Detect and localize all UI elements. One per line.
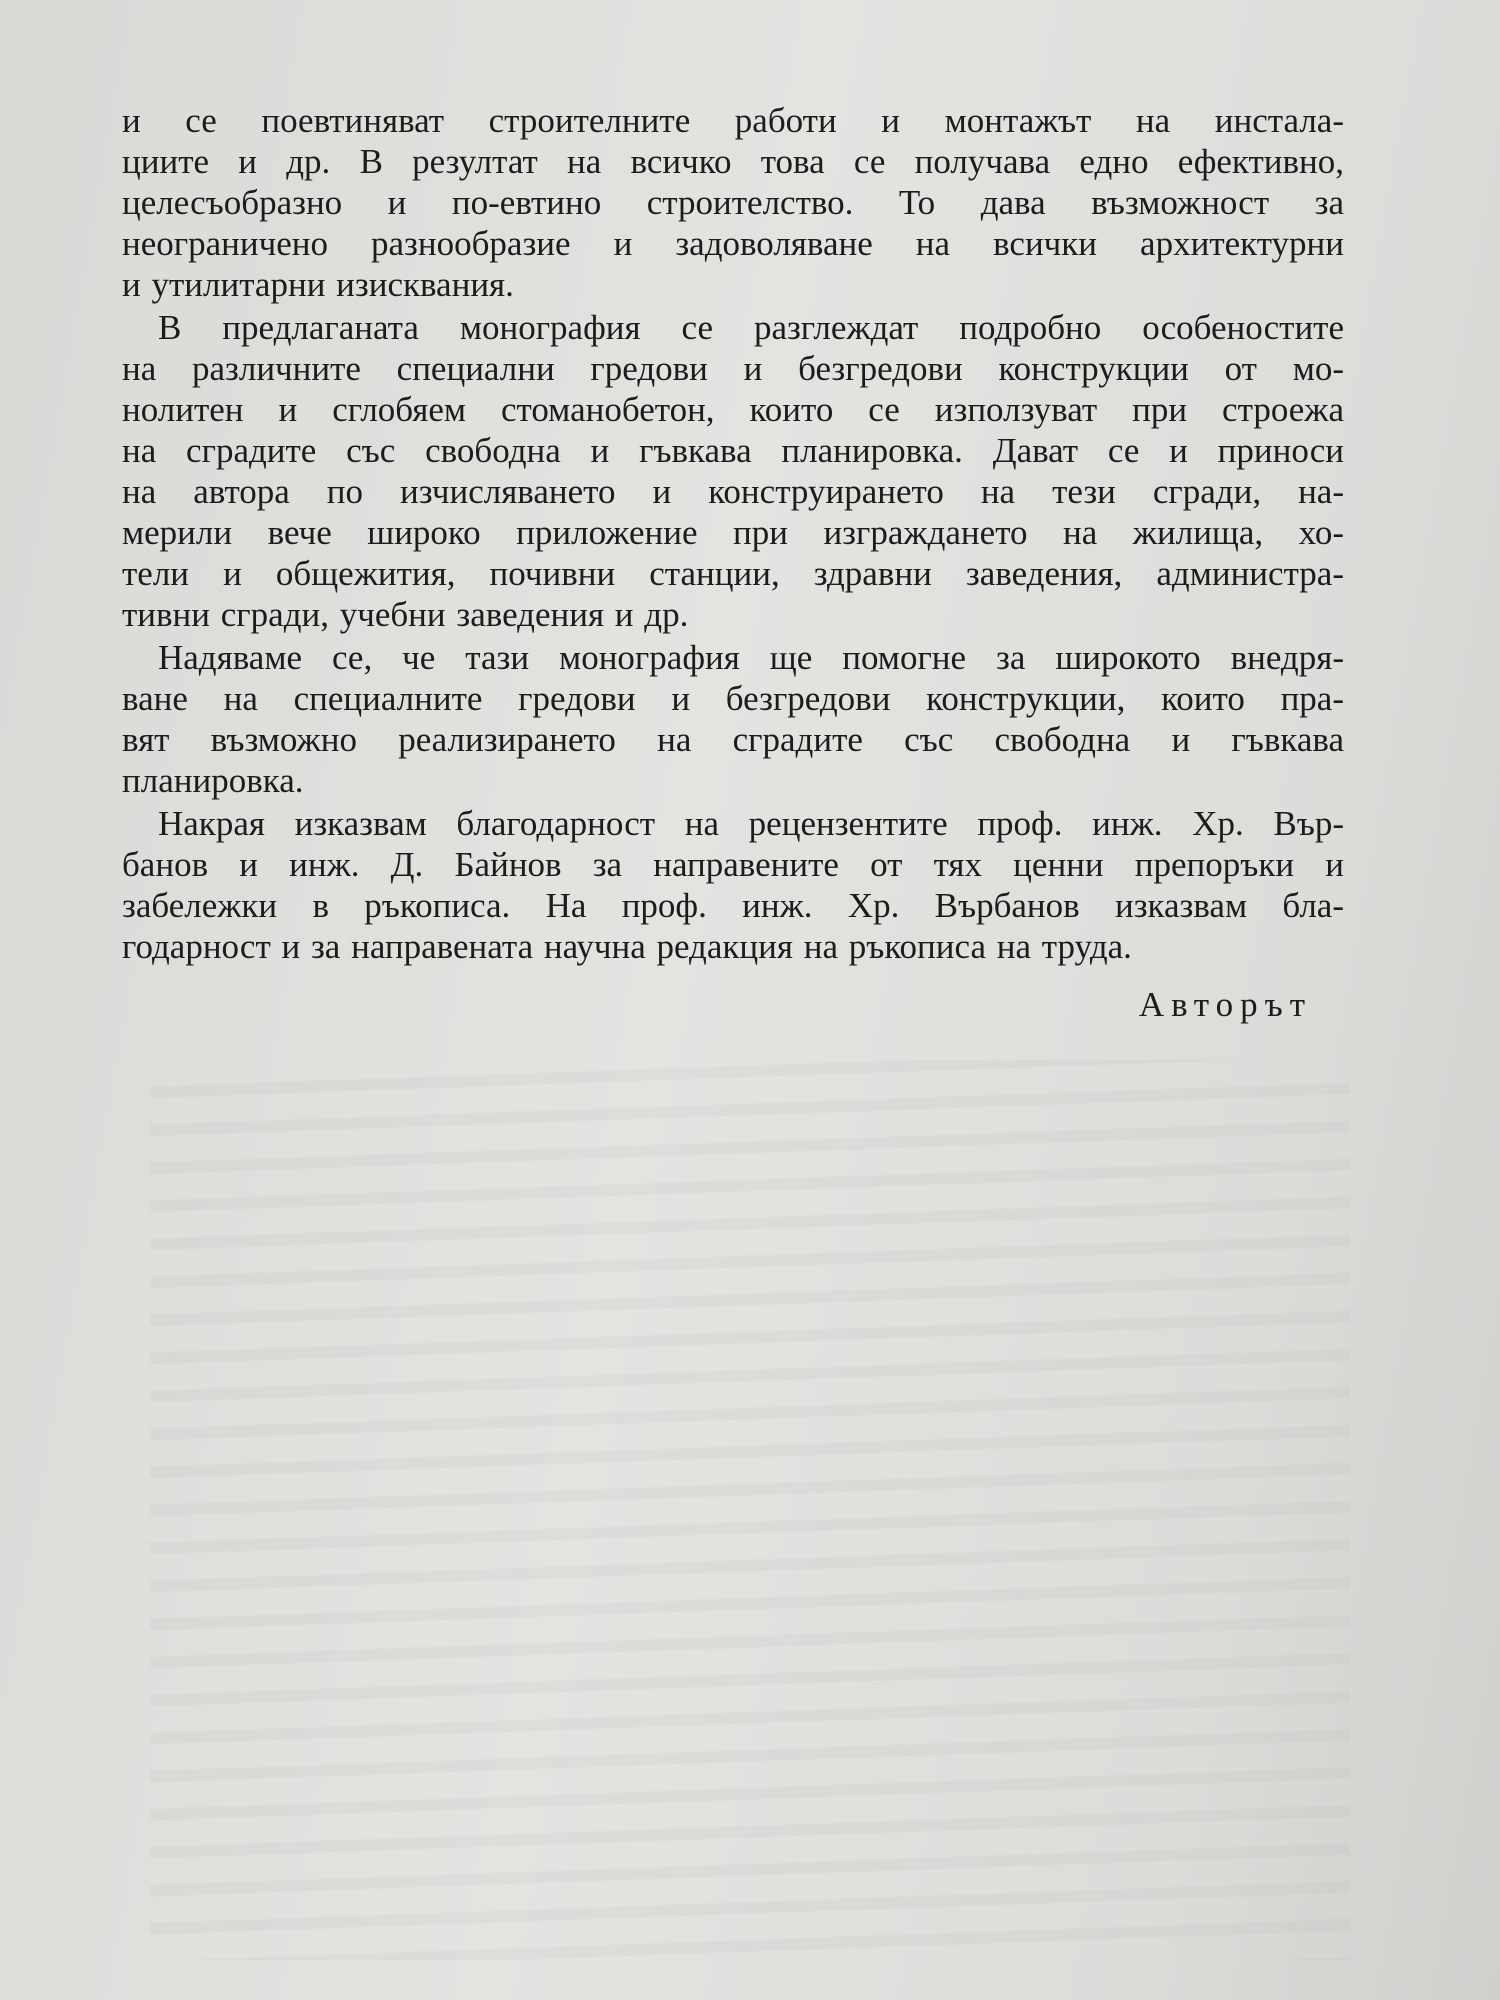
text-line: на сградите със свободна и гъвкава планировка. Дават се и приноси xyxy=(122,431,1344,470)
text-line: годарност и за направената научна редакция на ръкописа на труда. xyxy=(122,927,1132,966)
text-line: ване на специалните гредови и безгредови конструкции, които пра- xyxy=(122,679,1344,718)
author-signature: Авторът xyxy=(1138,985,1312,1024)
text-line: банов и инж. Д. Байнов за направените от тях ценни препоръки и xyxy=(122,845,1344,884)
text-line: вят възможно реализирането на сградите със свободна и гъвкава xyxy=(122,720,1344,759)
document-body xyxy=(122,100,1344,967)
text-line: забележки в ръкописа. На проф. инж. Хр. Върбанов изказвам бла- xyxy=(122,886,1344,925)
text-line: тивни сгради, учебни заведения и др. xyxy=(122,595,689,634)
text-line: на автора по изчисляването и конструирането на тези сгради, на- xyxy=(122,472,1344,511)
text-line: планировка. xyxy=(122,761,304,800)
text-line: циите и др. В резултат на всичко това се получава едно ефективно, xyxy=(122,142,1344,181)
text-line: нолитен и сглобяем стоманобетон, които се използуват при строежа xyxy=(122,390,1344,429)
text-line: В предлаганата монография се разглеждат подробно особеностите xyxy=(158,308,1344,347)
text-line: неограничено разнообразие и задоволяване на всички архитектурни xyxy=(122,224,1344,263)
text-line: и се поевтиняват строителните работи и монтажът на инстала- xyxy=(122,101,1344,140)
text-line: тели и общежития, почивни станции, здравни заведения, администра- xyxy=(122,554,1344,593)
bleed-through-shadow xyxy=(150,1060,1350,1960)
text-line: мерили вече широко приложение при изграждането на жилища, хо- xyxy=(122,513,1344,552)
paragraph xyxy=(122,803,1344,967)
text-line: на различните специални гредови и безгредови конструкции от мо- xyxy=(122,349,1344,388)
text-line: целесъобразно и по-евтино строителство. То дава възможност за xyxy=(122,183,1344,222)
paragraph xyxy=(122,100,1344,305)
text-line: и утилитарни изисквания. xyxy=(122,265,514,304)
text-line: Накрая изказвам благодарност на рецензентите проф. инж. Хр. Вър- xyxy=(158,804,1344,843)
paragraph xyxy=(122,637,1344,801)
paragraph xyxy=(122,307,1344,635)
text-line: Надяваме се, че тази монография ще помогне за широкото внедря- xyxy=(158,638,1344,677)
